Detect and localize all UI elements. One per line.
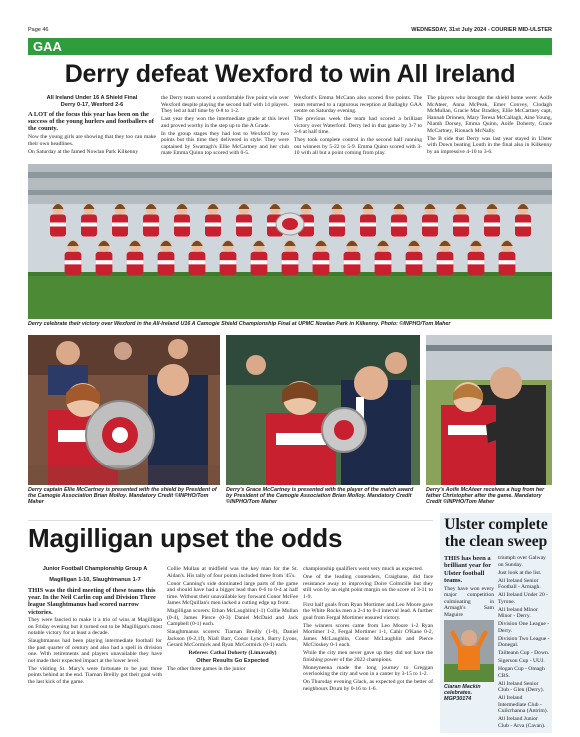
story1-column-3 [294,95,422,158]
story2-column-3 [303,566,433,694]
jersey-band [143,223,159,227]
jersey-band [344,260,361,264]
paragraph: On Thursday evening Glack, as expected got the better of neighbours Drum by 0-16 to 1-6. [303,679,433,692]
jersey-band [220,260,237,264]
story2-lead: THIS was the third meeting of these teams this year. In the Neil Carlin cup and Division Three league Slaughtmanus had scored narrow victories. [28,587,156,616]
list-item: Sigerson Cup - UUJ. [498,658,545,664]
paragraph: Now the young girls are showing that they too can make their own headlines. [28,134,156,147]
list-item: Division Two League - Donegal. [498,635,550,648]
jersey-band [96,260,113,264]
paragraph: The players who brought the shield home were: Aoife McAteer, Anna McPeak, Emer Convey, Clodagh McMullan, Gracie Mac Bradley, Ellie McCartney capt, Hannah Drinnen, Mary Teresa McCallagh, Aine Young, Niamh Dorsey, Emma Quinn, Aoife Doherty, Grace McCartney, Rionach McNally. [427,95,552,134]
paragraph: They took complete control in the second half running out winners by 5-22 to 5-9. Emma Quinn scored with 3-10 with all but a point coming from play. [294,137,422,156]
story1-lead: A LOT of the focus this year has been on the success of the young hurlers and footballers of the county. [28,111,154,133]
jersey-band [81,223,97,227]
jersey-band [158,260,175,264]
jersey-band [453,223,469,227]
jersey-band [65,260,82,264]
jersey-band [360,223,376,227]
jersey-band [236,223,252,227]
list-item: All Ireland Under 20 - Tyrone. [498,592,549,605]
player-of-match-caption: Derry's Grace McCartney is presented with the player of the match award by President of the Camogie Association Brian Molloy. Mandatory Credit ©INPHO/Tom Maher [226,487,414,506]
story1-column-2 [161,95,289,158]
referee-line: Referee: Cathal Doherty (Limavady) [188,650,277,656]
scorers-paragraph: Slaughtmanus scorers: Tiarnan Breilly (1-0), Daniel Jackson (0-2,1f), Niall Barr, Conor Lynch, Barry Lyons, Gerard McCormick and Ryan McCormick (0-1) each. [167,629,298,648]
captain-photo-caption: Derry captain Ellie McCartney is presented with the shield by President of the Camogie Association Brian Molloy. Mandatory Credit ©INPHO/Tom Maher [28,487,217,506]
jersey-band [391,223,407,227]
ciaran-mackin-illustration [444,620,494,682]
ciaran-mackin-photo [444,620,494,682]
jersey-band [189,260,206,264]
story1-column-1 [28,95,156,157]
paragraph: First half goals from Ryan Mortimer and Leo Moore gave the White Rocks men a 2-4 to 0-4 interval lead. A further goal from Fergal Mortimer ensured victory. [303,601,433,621]
story2-score: Magilligan 1-10, Slaughtmanus 1-7 [49,576,141,583]
paragraph: One of the leading contenders, Craigbane, did face resistance away to improving Doire Colmcille but they still won by an eight point margin on the score of 3-11 to 1-9. [303,574,433,600]
list-item: Hogan Cup - Omagh CBS. [498,666,545,679]
story3-column-2 [498,555,550,731]
story2-column-2 [167,566,298,674]
list-item: Tailteann Cup - Down. [498,650,550,656]
issue-date: WEDNESDAY, 31st July 2024 - COURIER MID-ULSTER [411,27,552,33]
section-label: GAA [28,38,552,55]
list-intro: Just look at the list. [498,569,542,576]
jersey-band [50,223,66,227]
jersey-band [437,260,454,264]
jersey-band [422,223,438,227]
jersey-band [127,260,144,264]
jersey-band [205,223,221,227]
captain-shield-illustration [28,335,220,485]
jersey-band [174,223,190,227]
player-of-match-illustration [226,335,420,485]
jersey-band [484,223,500,227]
list-item: All Ireland Minor Minor - Derry. [498,606,538,619]
jersey-band [251,260,268,264]
ciaran-mackin-caption: Ciaran Mackin celebrates. MGP30174 [444,684,481,703]
jersey-band [282,260,299,264]
list-item: All Ireland Senior Club - Glen (Derry). [498,680,544,693]
paragraph: championship qualifiers went very much as expected. [303,566,424,572]
paragraph: triumph over Galway on Sunday. [498,555,546,568]
paragraph: the Derry team scored a comfortable five point win over Wexford despite playing the second half with 14 players. They led at half time by 0-8 to 1-2. [161,95,289,114]
jersey-band [329,223,345,227]
story1-headline: Derry defeat Wexford to win All Ireland [64,60,516,88]
story3-headline: Ulster complete the clean sweep [444,516,548,550]
jersey-band [313,260,330,264]
captain-shield-photo [28,335,220,485]
page-header [28,25,552,35]
team-photo-illustration [28,164,552,319]
paragraph: Collie Mullan at midfield was the key man for the St. Aidan's. His tally of four points included three from '45's. [167,566,298,579]
paragraph: They were fancied to make it a trio of wins at Magilligan on Friday evening but it turned out to be Magilligan's most notable victory for at least a decade. [28,617,162,637]
paragraph: On Saturday at the famed Nowlan Park Kilkenny [28,148,139,155]
list-item: Division One League - Derry. [498,621,550,634]
paragraph: The B side that Derry was last year stayed in Ulster with Down beating Louth in the final also in Kilkenny by an impressive 4-10 to 3-6. [427,135,552,155]
paragraph: The winners scores came from Leo Moore 1-2 Ryan Mortimer 1-2, Fergal Mortimer 1-1, Cahir O'Kane 0-2, James McLaughlin, Conor McLaughlin and Pierce McCloskey 0-1 each. [303,622,433,648]
story2-crosshead: Other Results Go Expected [196,658,269,664]
paragraph: Moneyneena made the long journey to Greggan overlooking the city and won in a canter by 3-15 to 1-2. [303,664,433,677]
list-item: All Ireland Intermediate Club - Cuilcrhanna (Antrim). [498,695,549,714]
paragraph: The visiting St. Mary's were fortunate to be just three points behind at the end. Tiarnan Breilly got their goal with the last kick of the game. [28,665,162,685]
jersey-band [375,260,392,264]
story2-headline: Magilligan upset the odds [28,520,433,556]
father-hug-illustration [426,335,552,485]
story3-column-1 [444,555,494,620]
byline-score: Derry 0-17, Wexford 2-6 [60,101,124,108]
paragraph: Conor Canning's side dominated large parts of the game and should have had a bigger lead than 0-6 to 0-4 at half time. Without their unavailable key forward Conor McFee James McQuillan's men lacked a cutting edge up front. [167,580,298,606]
jersey-band [515,223,531,227]
scorers-paragraph: Magilligan scorers: Ethan McLaughlin(1-1) Collie Mullan (0-4), James Pierce (0-3) Daniel McDaid and Jack Campbell (0-1) each. [167,608,298,627]
player-of-match-photo [226,335,420,485]
paragraph: Last year they won the intermediate grade at this level and proved worthy in the step up to the A Grade. [161,116,289,129]
paragraph: Wexford's Emma McCann also scored five points. The team returned to a rapturous reception at Ballaghy GAA centre on Saturday evening. [294,95,422,114]
byline-competition: All Ireland Under 16 A Shield Final [46,95,138,101]
story2-column-1 [28,566,162,687]
paragraph: In the group stages they had lost to Wexford by two points but this time they delivered in style. They were captained by Swatragh's Ellie McCartney and her club mate Emma Quinn top scored with 0-5. [161,130,289,156]
paragraph: While the city men never gave up they did not have the finishing power of the 2022 champions. [303,650,433,663]
main-photo-caption: Derry celebrate their victory over Wexford in the All-Ireland U16 A Camogie Shield Championship Final at UPMC Nowlan Park in Kilkenny. Photo: ©INPHO/Tom Maher [28,321,451,327]
story3-lead: THIS has been a brilliant year for Ulster football teams. [444,555,492,584]
father-hug-photo [426,335,552,485]
team-celebration-photo [28,164,552,319]
jersey-band [406,260,423,264]
jersey-band [112,223,128,227]
jersey-band [499,260,516,264]
paragraph: The previous week the team had scored a brilliant victory over Waterford. Derry led in that game by 3-7 to 3-6 at half time. [294,116,422,135]
list-item: All Ireland Senior Football - Armagh. [498,577,541,590]
story1-byline [28,95,156,108]
story1-column-4 [427,95,552,157]
story2-competition: Junior Football Championship Group A [42,566,148,572]
paragraph: They have won every major competition culminating in Armagh's Sam Maguire [444,585,494,618]
list-item: All Ireland Junior Club - Arva (Cavan). [498,716,546,729]
paragraph: Slaughtmanus had been playing intermediate football for the past quarter of century and also had a spell in division one. With retirements and players unavailable they have not made their expected impact at the lower level. [28,638,162,664]
jersey-band [468,260,485,264]
paragraph: The other three games in the junior [167,666,246,672]
page-number: Page 46 [28,27,49,33]
father-hug-caption: Derry's Aoife McAteer receives a hug from her father Christopher after the game. Mandatory Credit ©INPHO/Tom Maher [426,487,545,506]
